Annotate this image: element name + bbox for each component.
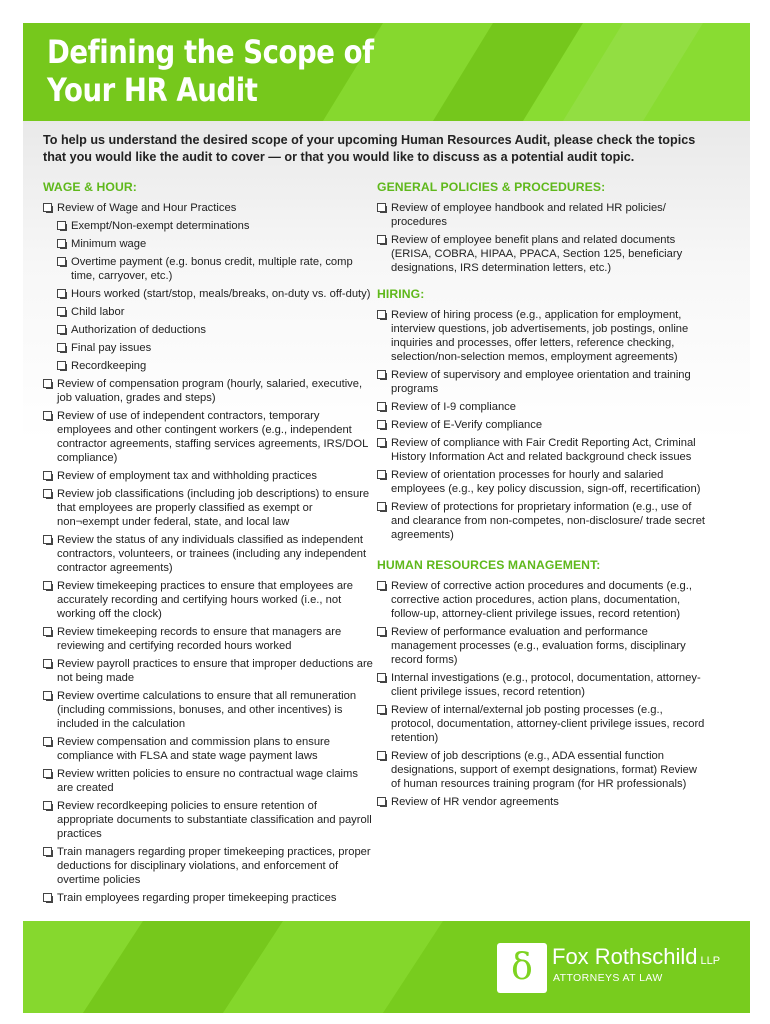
checklist-item [43, 201, 373, 215]
checklist-item [57, 359, 373, 373]
checklist-item-label: Review of orientation processes for hourly and salaried employees (e.g., key policy discussion, sign-off, recertification) [391, 469, 701, 495]
checklist-item [377, 625, 707, 667]
checklist-item-label: Review of internal/external job posting processes (e.g., protocol, documentation, attorney-client privilege issues, record retention) [391, 704, 705, 744]
checkbox-icon[interactable] [43, 535, 52, 544]
checkbox-icon[interactable] [57, 325, 66, 334]
checklist-item-label: Review job classifications (including job descriptions) to ensure that employees are properly classified as exempt or non¬exempt under federal, state, and local law [57, 488, 370, 528]
left-column [43, 180, 373, 909]
checklist-item [43, 891, 373, 905]
checklist-item-label: Recordkeeping [71, 360, 147, 372]
checkbox-icon[interactable] [377, 310, 386, 319]
checkbox-icon[interactable] [57, 221, 66, 230]
page-title [47, 33, 374, 109]
checklist-item-label: Review of use of independent contractors, temporary employees and other contingent workers (e.g., independent contractor agreements, staffing services agreements, IRS/DOL compliance) [57, 410, 368, 464]
header-banner [23, 23, 750, 121]
checklist-item-label: Hours worked (start/stop, meals/breaks, on-duty vs. off-duty) [71, 288, 371, 300]
checkbox-icon[interactable] [43, 411, 52, 420]
checklist-item [377, 500, 707, 542]
checklist-item-label: Internal investigations (e.g., protocol, documentation, attorney-client privilege issues, record retention) [391, 672, 701, 698]
checklist-item [377, 233, 707, 275]
checkbox-icon[interactable] [377, 797, 386, 806]
checkbox-icon[interactable] [43, 627, 52, 636]
checkbox-icon[interactable] [43, 847, 52, 856]
checklist-item [377, 749, 707, 791]
checklist-item-label: Authorization of deductions [71, 324, 206, 336]
checklist-item-label: Review of protections for proprietary information (e.g., use of and clearance from non-competes, non-disclosure/ trade secret agreements) [391, 501, 706, 541]
checkbox-icon[interactable] [43, 379, 52, 388]
general-policies-list [377, 201, 707, 275]
firm-name [552, 944, 720, 974]
checklist-item [43, 767, 373, 795]
right-column [377, 180, 707, 813]
checklist-item [43, 845, 373, 887]
checkbox-icon[interactable] [377, 502, 386, 511]
firm-name-text: Fox Rothschild [552, 944, 698, 969]
checkbox-icon[interactable] [57, 307, 66, 316]
checklist-item-label: Review timekeeping records to ensure that managers are reviewing and certifying recorded hours worked [57, 626, 342, 652]
checklist-item [377, 795, 707, 809]
hr-management-heading: HUMAN RESOURCES MANAGEMENT: [377, 558, 601, 572]
checklist-item-label: Review written policies to ensure no contractual wage claims are created [57, 768, 358, 794]
checkbox-icon[interactable] [43, 489, 52, 498]
checklist-item-label: Review of compensation program (hourly, salaried, executive, job valuation, grades and steps) [57, 378, 363, 404]
checklist-item-label: Child labor [71, 306, 125, 318]
checklist-item-label: Final pay issues [71, 342, 152, 354]
checklist-item [43, 799, 373, 841]
checkbox-icon[interactable] [43, 691, 52, 700]
checklist-item-label: Review the status of any individuals classified as independent contractors, volunteers, or trainees (including any independent contractor agreements) [57, 534, 367, 574]
checkbox-icon[interactable] [377, 235, 386, 244]
checklist-item [377, 201, 707, 229]
checkbox-icon[interactable] [57, 257, 66, 266]
checklist-item-label: Review payroll practices to ensure that improper deductions are not being made [57, 658, 373, 684]
hiring-heading: HIRING: [377, 287, 425, 301]
checkbox-icon[interactable] [57, 343, 66, 352]
checklist-item [57, 237, 373, 251]
checklist-item-label: Review of corrective action procedures and documents (e.g., corrective action procedures, action plans, documentation, follow-up, attorney-client privilege issues, record retention) [391, 580, 692, 620]
general-policies-heading: GENERAL POLICIES & PROCEDURES: [377, 180, 606, 194]
checklist-item [377, 308, 707, 364]
checkbox-icon[interactable] [43, 737, 52, 746]
intro-text: To help us understand the desired scope of your upcoming Human Resources Audit, please check the topics that you would like the audit to cover — or that you would like to discuss as a potential audit topic. [43, 133, 696, 164]
checklist-item [57, 305, 373, 319]
title-line-1: Defining the Scope of [47, 33, 374, 71]
checklist-item-label: Review of HR vendor agreements [391, 796, 559, 808]
checklist-item [377, 671, 707, 699]
checklist-item-label: Review overtime calculations to ensure that all remuneration (including commissions, bonuses, and other incentives) is included in the calculation [57, 690, 357, 730]
checkbox-icon[interactable] [377, 581, 386, 590]
checkbox-icon[interactable] [43, 659, 52, 668]
logo-glyph: δ [511, 947, 533, 988]
checklist-item-label: Review of employee benefit plans and related documents (ERISA, COBRA, HIPAA, PPACA, Section 125, beneficiary designations, IRS determination letters, etc.) [391, 234, 683, 274]
checklist-item-label: Review of employee handbook and related HR policies/ procedures [391, 202, 666, 228]
checklist-item [43, 487, 373, 529]
checklist-item-label: Review of compliance with Fair Credit Reporting Act, Criminal History Information Act and related background check issues [391, 437, 696, 463]
checklist-item-label: Train employees regarding proper timekeeping practices [57, 892, 337, 904]
checkbox-icon[interactable] [43, 471, 52, 480]
checklist-item [57, 255, 373, 283]
checklist-item [43, 657, 373, 685]
checklist-item-label: Review of I-9 compliance [391, 401, 516, 413]
checklist-item [43, 469, 373, 483]
checkbox-icon[interactable] [57, 289, 66, 298]
checkbox-icon[interactable] [377, 203, 386, 212]
hiring-list [377, 308, 707, 542]
checkbox-icon[interactable] [377, 470, 386, 479]
checklist-item [43, 377, 373, 405]
checklist-item [43, 689, 373, 731]
checklist-item [377, 703, 707, 745]
checklist-item [43, 625, 373, 653]
checklist-item [57, 219, 373, 233]
checklist-item [377, 468, 707, 496]
checkbox-icon[interactable] [377, 370, 386, 379]
checkbox-icon[interactable] [57, 239, 66, 248]
footer-banner [23, 921, 750, 1013]
checklist-item [377, 436, 707, 464]
checkbox-icon[interactable] [377, 705, 386, 714]
checklist-item [43, 533, 373, 575]
checkbox-icon[interactable] [377, 438, 386, 447]
checklist-item [377, 368, 707, 396]
wage-hour-heading: WAGE & HOUR: [43, 180, 137, 194]
checkbox-icon[interactable] [43, 893, 52, 902]
hr-management-list [377, 579, 707, 809]
checklist-item-label: Overtime payment (e.g. bonus credit, multiple rate, comp time, carryover, etc.) [71, 256, 353, 282]
checkbox-icon[interactable] [43, 203, 52, 212]
checklist-item-label: Review timekeeping practices to ensure that employees are accurately recording and certifying hours worked (i.e., not working off the clock) [57, 580, 353, 620]
checklist-item [43, 579, 373, 621]
checkbox-icon[interactable] [43, 581, 52, 590]
firm-tagline: ATTORNEYS AT LAW [553, 972, 663, 984]
checkbox-icon[interactable] [377, 673, 386, 682]
checkbox-icon[interactable] [377, 402, 386, 411]
checklist-item [57, 323, 373, 337]
checkbox-icon[interactable] [377, 420, 386, 429]
checkbox-icon[interactable] [43, 801, 52, 810]
checklist-item-label: Review recordkeeping policies to ensure retention of appropriate documents to substantiate classification and payroll practices [57, 800, 372, 840]
checklist-item-label: Review of supervisory and employee orientation and training programs [391, 369, 691, 395]
checklist-item-label: Review of hiring process (e.g., application for employment, interview questions, job advertisements, job postings, online inquiries and processes, offer letters, reference checking, selection/non-selection memos, employment agreements) [391, 309, 689, 363]
checklist-item [43, 735, 373, 763]
checklist-item-label: Review of Wage and Hour Practices [57, 202, 237, 214]
title-line-2: Your HR Audit [47, 71, 258, 109]
checklist-item [43, 409, 373, 465]
checkbox-icon[interactable] [57, 361, 66, 370]
checklist-item-label: Review of job descriptions (e.g., ADA essential function designations, support of exempt designations, format) Review of human resources training program (for HR professionals) [391, 750, 697, 790]
checklist-item-label: Review of employment tax and withholding practices [57, 470, 317, 482]
checklist-item-label: Train managers regarding proper timekeeping practices, proper deductions for disciplinary violations, and enforcement of overtime policies [57, 846, 371, 886]
wage-hour-list [43, 201, 373, 905]
checkbox-icon[interactable] [377, 751, 386, 760]
checklist-item [377, 579, 707, 621]
firm-logo-icon [497, 943, 547, 993]
checklist-item [377, 400, 707, 414]
checklist-item-label: Review of E-Verify compliance [391, 419, 543, 431]
checklist-item-label: Review compensation and commission plans to ensure compliance with FLSA and state wage payment laws [57, 736, 330, 762]
checkbox-icon[interactable] [377, 627, 386, 636]
checklist-item-label: Review of performance evaluation and performance management processes (e.g., evaluation forms, disciplinary record forms) [391, 626, 686, 666]
checkbox-icon[interactable] [43, 769, 52, 778]
checklist-item-label: Exempt/Non-exempt determinations [71, 220, 250, 232]
checklist-item-label: Minimum wage [71, 238, 147, 250]
checklist-item [57, 341, 373, 355]
checklist-item [57, 287, 373, 301]
checklist-item [377, 418, 707, 432]
firm-suffix: LLP [700, 955, 721, 967]
